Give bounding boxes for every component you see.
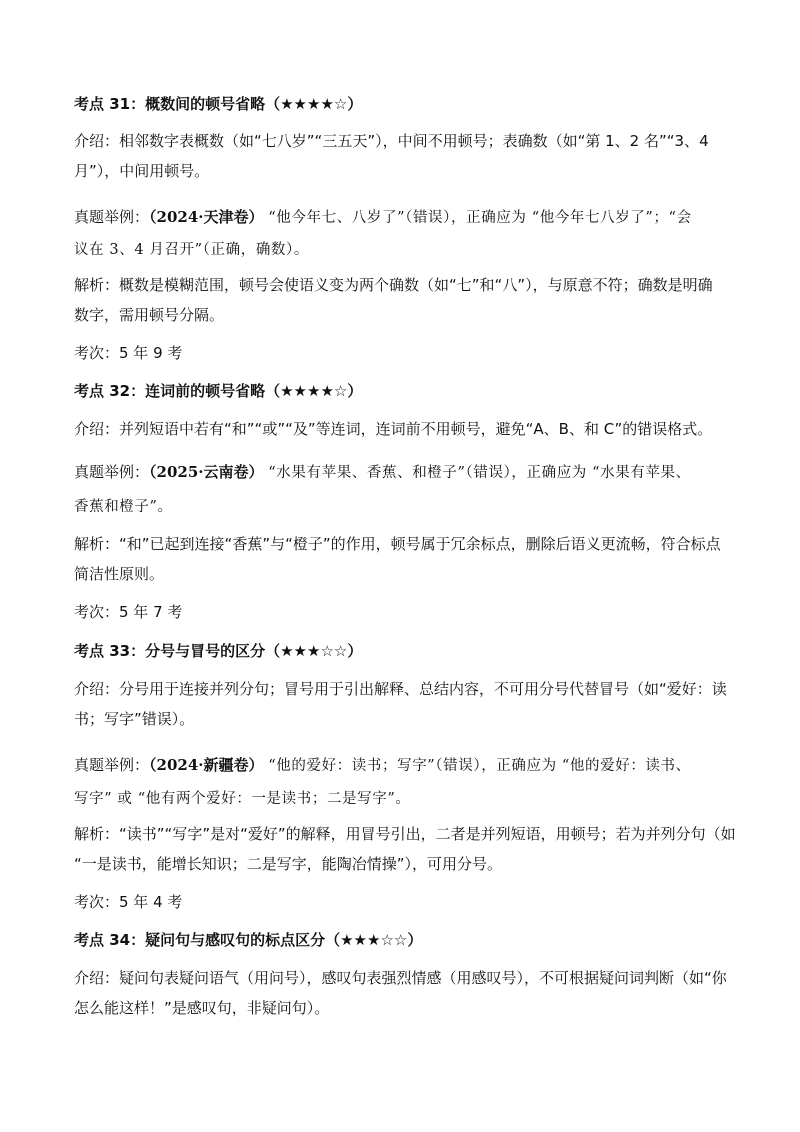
- point-33-intro-line-2: 书；写字”错误）。: [74, 710, 195, 728]
- point-31-example-line-1: [74, 207, 740, 228]
- example-source: （2025·云南卷）: [149, 463, 264, 481]
- point-34-intro-line-1: 介绍：疑问句表疑问语气（用问号），感叹句表强烈情感（用感叹号），不可根据疑问词判断（如“你: [74, 969, 727, 987]
- point-31-title: 考点 31：概数间的顿号省略（★★★★☆）: [74, 95, 363, 113]
- point-33-title: 考点 33：分号与冒号的区分（★★★☆☆）: [74, 642, 363, 660]
- point-32-example-line-2: 香蕉和橙子”。: [74, 499, 173, 515]
- example-source: （2024·天津卷）: [149, 208, 264, 226]
- example-text: “水果有苹果、香蕉、和橙子”（错误），正确应为 “水果有苹果、: [268, 465, 691, 481]
- point-31-intro-line-1: 介绍：相邻数字表概数（如“七八岁”“三五天”），中间不用顿号；表确数（如“第 1、2 名”“3、4: [74, 132, 709, 150]
- point-33-example-line-1: [74, 755, 740, 776]
- point-32-example-line-1: [74, 462, 740, 483]
- point-31-analysis-line-1: 解析：概数是模糊范围，顿号会使语义变为两个确数（如“七”和“八”），与原意不符；确数是明确: [74, 276, 713, 294]
- example-text: “他今年七、八岁了”（错误），正确应为 “他今年七八岁了”；“会: [268, 210, 692, 226]
- example-label: 真题举例：: [74, 208, 150, 226]
- point-34-title: 考点 34：疑问句与感叹句的标点区分（★★★☆☆）: [74, 931, 423, 949]
- point-31-intro-line-2: 月”），中间用顿号。: [74, 162, 210, 180]
- example-label: 真题举例：: [74, 756, 150, 774]
- point-33-example-line-2: 写字” 或 “他有两个爱好：一是读书；二是写字”。: [74, 791, 411, 807]
- example-source: （2024·新疆卷）: [149, 756, 264, 774]
- example-label: 真题举例：: [74, 463, 150, 481]
- point-32-analysis-line-1: 解析：“和”已起到连接“香蕉”与“橙子”的作用，顿号属于冗余标点，删除后语义更流畅，符合标点: [74, 535, 721, 553]
- example-text: “他的爱好：读书；写字”（错误），正确应为 “他的爱好：读书、: [268, 758, 691, 774]
- point-31-example-line-2: 议在 3、4 月召开”（正确，确数）。: [74, 242, 309, 258]
- point-33-intro-line-1: 介绍：分号用于连接并列分句；冒号用于引出解释、总结内容，不可用分号代替冒号（如“爱好：读: [74, 680, 727, 698]
- point-32-intro-line-1: 介绍：并列短语中若有“和”“或”“及”等连词，连词前不用顿号，避免“A、B、和 C”的错误格式。: [74, 420, 713, 438]
- point-34-intro-line-2: 怎么能这样！”是感叹句，非疑问句）。: [74, 999, 330, 1017]
- point-33-frequency: 考次：5 年 4 考: [74, 893, 183, 911]
- point-32-frequency: 考次：5 年 7 考: [74, 603, 183, 621]
- point-33-analysis-line-2: “一是读书，能增长知识；二是写字，能陶冶情操”），可用分号。: [74, 855, 503, 873]
- point-31-analysis-line-2: 数字，需用顿号分隔。: [74, 306, 225, 324]
- point-31-frequency: 考次：5 年 9 考: [74, 344, 183, 362]
- point-32-title: 考点 32：连词前的顿号省略（★★★★☆）: [74, 382, 363, 400]
- point-33-analysis-line-1: 解析：“读书”“写字”是对“爱好”的解释，用冒号引出，二者是并列短语，用顿号；若为并列分句（如: [74, 825, 736, 843]
- point-32-analysis-line-2: 简洁性原则。: [74, 565, 165, 583]
